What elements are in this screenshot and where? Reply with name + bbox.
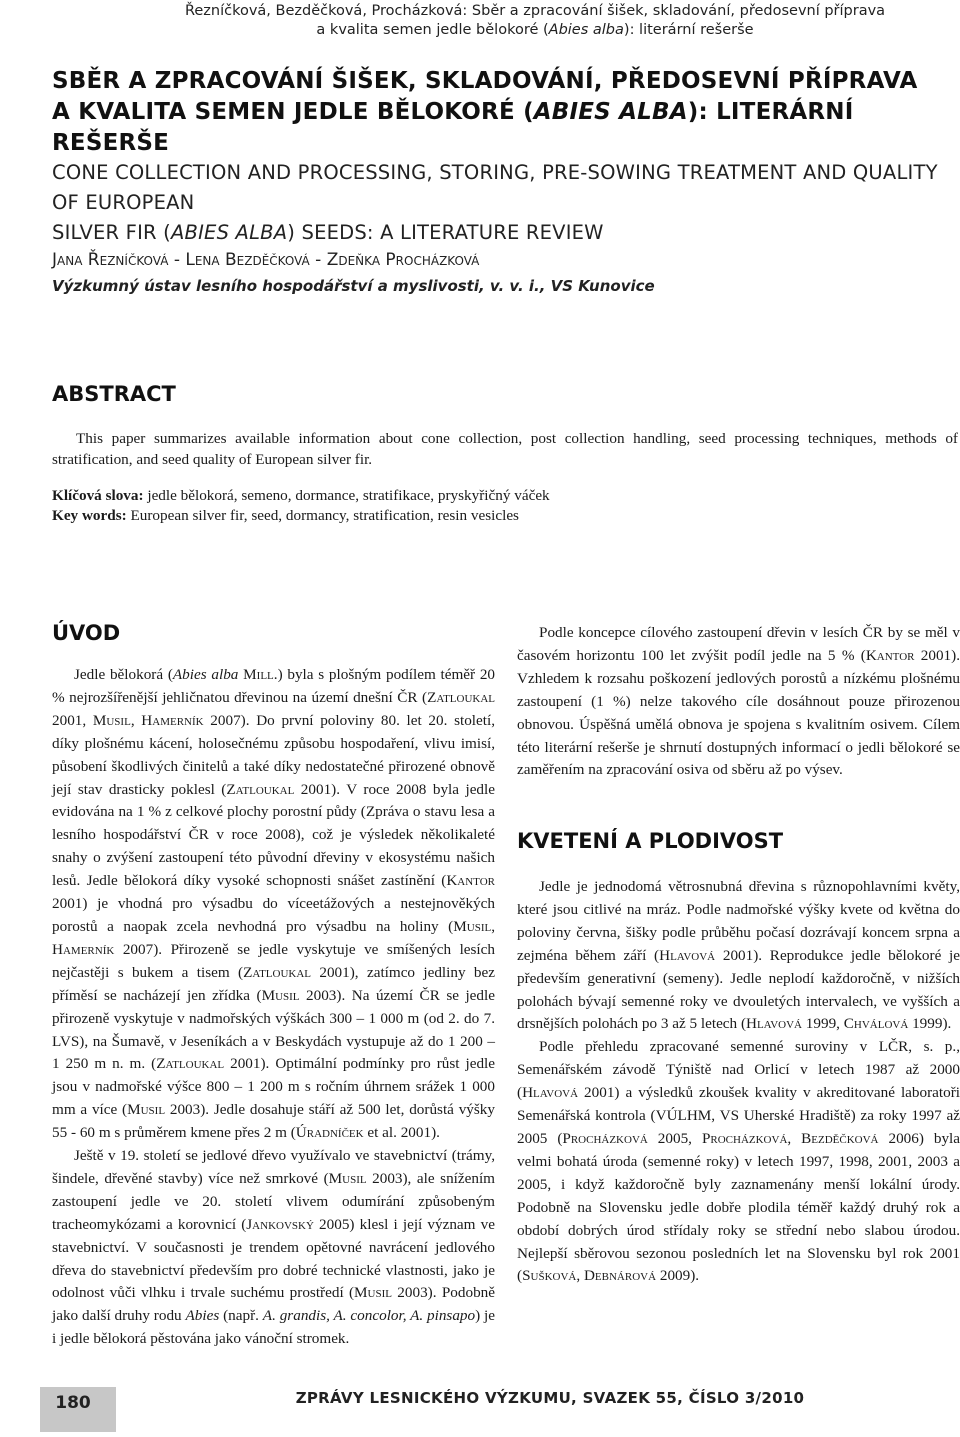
keywords-english-label: Key words: bbox=[52, 507, 127, 524]
author-citation: Zatloukal bbox=[226, 780, 295, 798]
species-name: Abies bbox=[185, 1307, 220, 1325]
author-citation: Hamerník bbox=[141, 711, 204, 729]
author-citation: Musil bbox=[354, 1284, 392, 1302]
author-citation: Hamerník bbox=[52, 940, 115, 958]
keywords-english bbox=[52, 505, 958, 526]
author-citation: Musil bbox=[328, 1169, 367, 1187]
keywords-czech-value: jedle bělokorá, semeno, dormance, stratifikace, pryskyřičný váček bbox=[143, 487, 550, 504]
author-citation: Hlavová bbox=[746, 1015, 802, 1033]
title-text: ): LITERÁRNÍ REŠERŠE bbox=[52, 99, 854, 156]
author-citation: Musil bbox=[127, 1101, 166, 1119]
author-citation: Sušková bbox=[522, 1267, 577, 1285]
text-run: Jedle bělokorá ( bbox=[74, 666, 173, 683]
running-head-line-2 bbox=[120, 21, 950, 40]
text-run: 2001). Vzhledem k rozsahu poškození jedlových porostů a nízkému plošnému zastoupení (1 %) nelze takového cíle dosáhnout pouze přirozenou obnovou. Úspěšná umělá obnova je spojena s kvalitním osivem. Cílem této literární rešerše je shrnutí dostupných informací o jedli bělokoré se zaměřením na zpracování osiva od sběru až po výsev. bbox=[517, 646, 960, 779]
author-citation: Chválová bbox=[843, 1015, 909, 1033]
author-citation: Jankovský bbox=[246, 1215, 314, 1233]
uvod-body-continued bbox=[517, 622, 960, 782]
title-czech-line-1: SBĚR A ZPRACOVÁNÍ ŠIŠEK, SKLADOVÁNÍ, PŘEDOSEVNÍ PŘÍPRAVA bbox=[52, 68, 918, 94]
kveteni-body bbox=[517, 876, 960, 1288]
text-run: , bbox=[130, 711, 142, 729]
running-head-text: a kvalita semen jedle bělokoré ( bbox=[316, 22, 549, 38]
abstract-text: This paper summarizes available information about cone collection, post collection handling, seed processing techniques, methods of stratification, and seed quality of European silver fir. bbox=[52, 430, 958, 468]
title-text: ) SEEDS: A LITERATURE REVIEW bbox=[287, 221, 604, 244]
text-run: 2003), ale snížením zastoupení jedle ve 20. století vlivem odumírání způsobeným tracheomykózami a korovnicí ( bbox=[52, 1169, 495, 1233]
text-run: , bbox=[787, 1129, 802, 1147]
author-citation: Kantor bbox=[865, 646, 915, 664]
running-head-text: ): literární rešerše bbox=[623, 22, 754, 38]
author-citation: Bezděčková bbox=[801, 1129, 879, 1147]
author-citation: Hlavová bbox=[659, 946, 716, 964]
text-run: Podle koncepce cílového zastoupení dřevin v lesích ČR by se měl v časovém horizontu 100 let zvýšit podíl jedle na 5 % ( bbox=[517, 624, 960, 664]
title-species: ABIES ALBA bbox=[533, 99, 688, 125]
species-name: Abies alba bbox=[172, 666, 239, 683]
running-head bbox=[120, 2, 950, 40]
author-citation: Procházková bbox=[562, 1129, 648, 1147]
text-run: 2005, bbox=[647, 1129, 702, 1147]
species-name: A. grandis, A. concolor, A. pinsapo bbox=[262, 1307, 476, 1325]
title-czech-line-2 bbox=[52, 97, 932, 159]
author-citation: Procházková bbox=[701, 1129, 788, 1147]
author-citation: Musil bbox=[453, 917, 492, 935]
author-citation: Musil bbox=[261, 986, 300, 1004]
keywords-czech-label: Klíčová slova: bbox=[52, 487, 144, 504]
text-run: 2001) a výsledků zkoušek kvality v akreditované laboratoři Semenářská kontrola (VÚLHM, VS Uherské Hradiště) za roky 1997 až 2005 ( bbox=[517, 1084, 960, 1147]
text-run: 2009). bbox=[656, 1267, 700, 1285]
text-run: Ještě v 19. století se jedlové dřevo využívalo ve stavebnictví (trámy, šindele, dřevěné stavby) více než smrkové ( bbox=[52, 1147, 495, 1187]
title-english-line-1: CONE COLLECTION AND PROCESSING, STORING, PRE-SOWING TREATMENT AND QUALITY OF EUROPEAN bbox=[52, 161, 938, 214]
abstract-heading: ABSTRACT bbox=[52, 382, 176, 406]
text-run: 2007). Do první poloviny 80. let 20. století, díky plošnému kácení, holosečnému způsobu hospodaření, vlivu imisí, působení škodlivých činitelů a také díky nedostatečné přirozené obnově její stav drasticky poklesl ( bbox=[52, 711, 496, 798]
title-czech bbox=[52, 66, 932, 159]
uvod-paragraph-2 bbox=[52, 1145, 495, 1351]
author-citation: Zatloukal bbox=[156, 1055, 225, 1073]
title-species: ABIES ALBA bbox=[170, 221, 288, 244]
uvod-paragraph-1 bbox=[52, 664, 495, 1145]
section-heading-uvod: ÚVOD bbox=[52, 621, 121, 645]
section-heading-kveteni: KVETENÍ A PLODIVOST bbox=[517, 829, 784, 853]
author-citation: Mill. bbox=[243, 666, 278, 683]
text-run: 2003). Podobně jako další druhy rodu bbox=[52, 1284, 496, 1325]
text-run: 2001, bbox=[52, 711, 93, 729]
kveteni-paragraph-2 bbox=[517, 1036, 960, 1288]
affiliation: Výzkumný ústav lesního hospodářství a myslivosti, v. v. i., VS Kunovice bbox=[52, 277, 655, 295]
text-run: 2001). Reprodukce jedle bělokoré je především generativní (semeny). Jedle neplodí každoročně, v nižších polohách bývají semenné roky ve dvouletých intervalech, ve vyšších a drsnějších polohách po 3 až 5 letech ( bbox=[517, 946, 960, 1033]
text-run: 2006) byla velmi bohatá úroda (semenné roky) v letech 1997, 1998, 2001, 2003 a 2005, i když každoročně byly zaznamenány menší lokální úrody. Podobně na Slovensku jedle dobře plodila téměř každý druhý rok a období dobrých úrod střídaly roky se střední nebo slabou úrodou. Nejlepší sběrovou sezonou posledních let na Slovensku byl rok 2001 ( bbox=[517, 1129, 960, 1285]
text-run: Jedle je jednodomá větrosnubná dřevina s různopohlavními květy, které jsou citlivé na mráz. Podle nadmořské výšky kvete od května do poloviny června, šišky podle průběhu počasí dozrávají koncem srpna a zejména během září ( bbox=[517, 878, 960, 964]
text-run: 2003). Na území ČR se jedle přirozeně vyskytuje v nadmořských výškách 300 – 1 000 m (od 2. do 7. LVS), na Šumavě, v Jeseníkách a v Beskydách vystupuje až do 1 200 – 1 250 m n. m. ( bbox=[52, 986, 495, 1073]
page-number: 180 bbox=[55, 1393, 91, 1413]
text-run: Podle přehledu zpracované semenné suroviny v LČR, s. p., Semenářském závodě Týniště nad Orlicí v letech 1987 až 2000 ( bbox=[517, 1038, 960, 1102]
title-text: A KVALITA SEMEN JEDLE BĚLOKORÉ ( bbox=[52, 99, 534, 125]
text-run: , bbox=[576, 1267, 584, 1285]
running-head-species: Abies alba bbox=[548, 22, 624, 38]
text-run: 1999). bbox=[908, 1015, 952, 1033]
text-run: et al. 2001). bbox=[363, 1124, 440, 1142]
authors: Jana Řezníčková - Lena Bezděčková - Zdeňka Procházková bbox=[52, 250, 480, 270]
title-english-line-2 bbox=[52, 218, 952, 248]
author-citation: Úradníček bbox=[295, 1124, 364, 1142]
kveteni-paragraph-1 bbox=[517, 876, 960, 1036]
author-citation: Musil bbox=[92, 711, 131, 729]
text-run: 2001). Optimální podmínky pro růst jedle jsou v nadmořské výšce 800 – 1 200 m s ročním úhrnem srážek 1 000 mm a více ( bbox=[52, 1055, 495, 1119]
uvod-paragraph-3 bbox=[517, 622, 960, 782]
text-run: 2007). Přirozeně se jedle vyskytuje ve smíšených lesích nejčastěji s bukem a tisem ( bbox=[52, 940, 495, 981]
author-citation: Kantor bbox=[446, 872, 495, 890]
text-run: ) je i jedle bělokorá pěstována jako vánoční stromek. bbox=[52, 1307, 495, 1348]
keywords-english-value: European silver fir, seed, dormancy, stratification, resin vesicles bbox=[126, 507, 519, 524]
text-run: 2003). Jedle dosahuje stáří až 500 let, dorůstá výšky 55 - 60 m s průměrem kmene přes 2 m ( bbox=[52, 1101, 495, 1142]
running-head-line-1: Řezníčková, Bezděčková, Procházková: Sběr a zpracování šišek, skladování, předosevní příprava bbox=[184, 3, 886, 19]
text-run: ) byla s plošným podílem téměř 20 % nejrozšířenější jehličnatou dřevinou na území dnešní ČR ( bbox=[52, 666, 496, 706]
author-citation: Debnárová bbox=[583, 1267, 657, 1285]
text-run: 1999, bbox=[802, 1015, 844, 1033]
text-run: 2001), zatímco jedliny bez příměsí se nacházejí jen zřídka ( bbox=[52, 963, 495, 1004]
author-citation: Zatloukal bbox=[243, 963, 312, 981]
text-run: (např. bbox=[219, 1307, 263, 1325]
text-run: , bbox=[491, 917, 495, 935]
text-run: 2001) je vhodná pro výsadbu do víceetážových a nestejnověkých porostů a naopak zcela nevhodná pro výsadbu na holiny ( bbox=[52, 895, 495, 935]
title-text: SILVER FIR ( bbox=[52, 221, 171, 244]
title-english bbox=[52, 158, 952, 248]
author-citation: Hlavová bbox=[522, 1084, 579, 1102]
text-run: 2001). V roce 2008 byla jedle evidována na 1 % z celkové plochy porostní půdy (Zpráva o stavu lesa a lesního hospodářství ČR v roce 2008), což je výsledek několikaleté snahy o zvýšení zastoupení této původní dřeviny v ekosystému našich lesů. Jedle bělokorá díky vysoké schopnosti snášet zastínění ( bbox=[52, 780, 495, 890]
keywords-czech bbox=[52, 485, 958, 506]
text-run: 2005) klesl i její význam ve stavebnictví. V současnosti je trendem opětovné navrácení jedlového dřeva do stavebnictví především pro dobré technické vlastnosti, jako je odolnost vůči vlhku i trvale suchému prostředí ( bbox=[52, 1215, 495, 1302]
footer-journal: ZPRÁVY LESNICKÉHO VÝZKUMU, SVAZEK 55, ČÍSLO 3/2010 bbox=[295, 1389, 805, 1407]
uvod-body bbox=[52, 664, 495, 1351]
author-citation: Zatloukal bbox=[427, 688, 495, 706]
